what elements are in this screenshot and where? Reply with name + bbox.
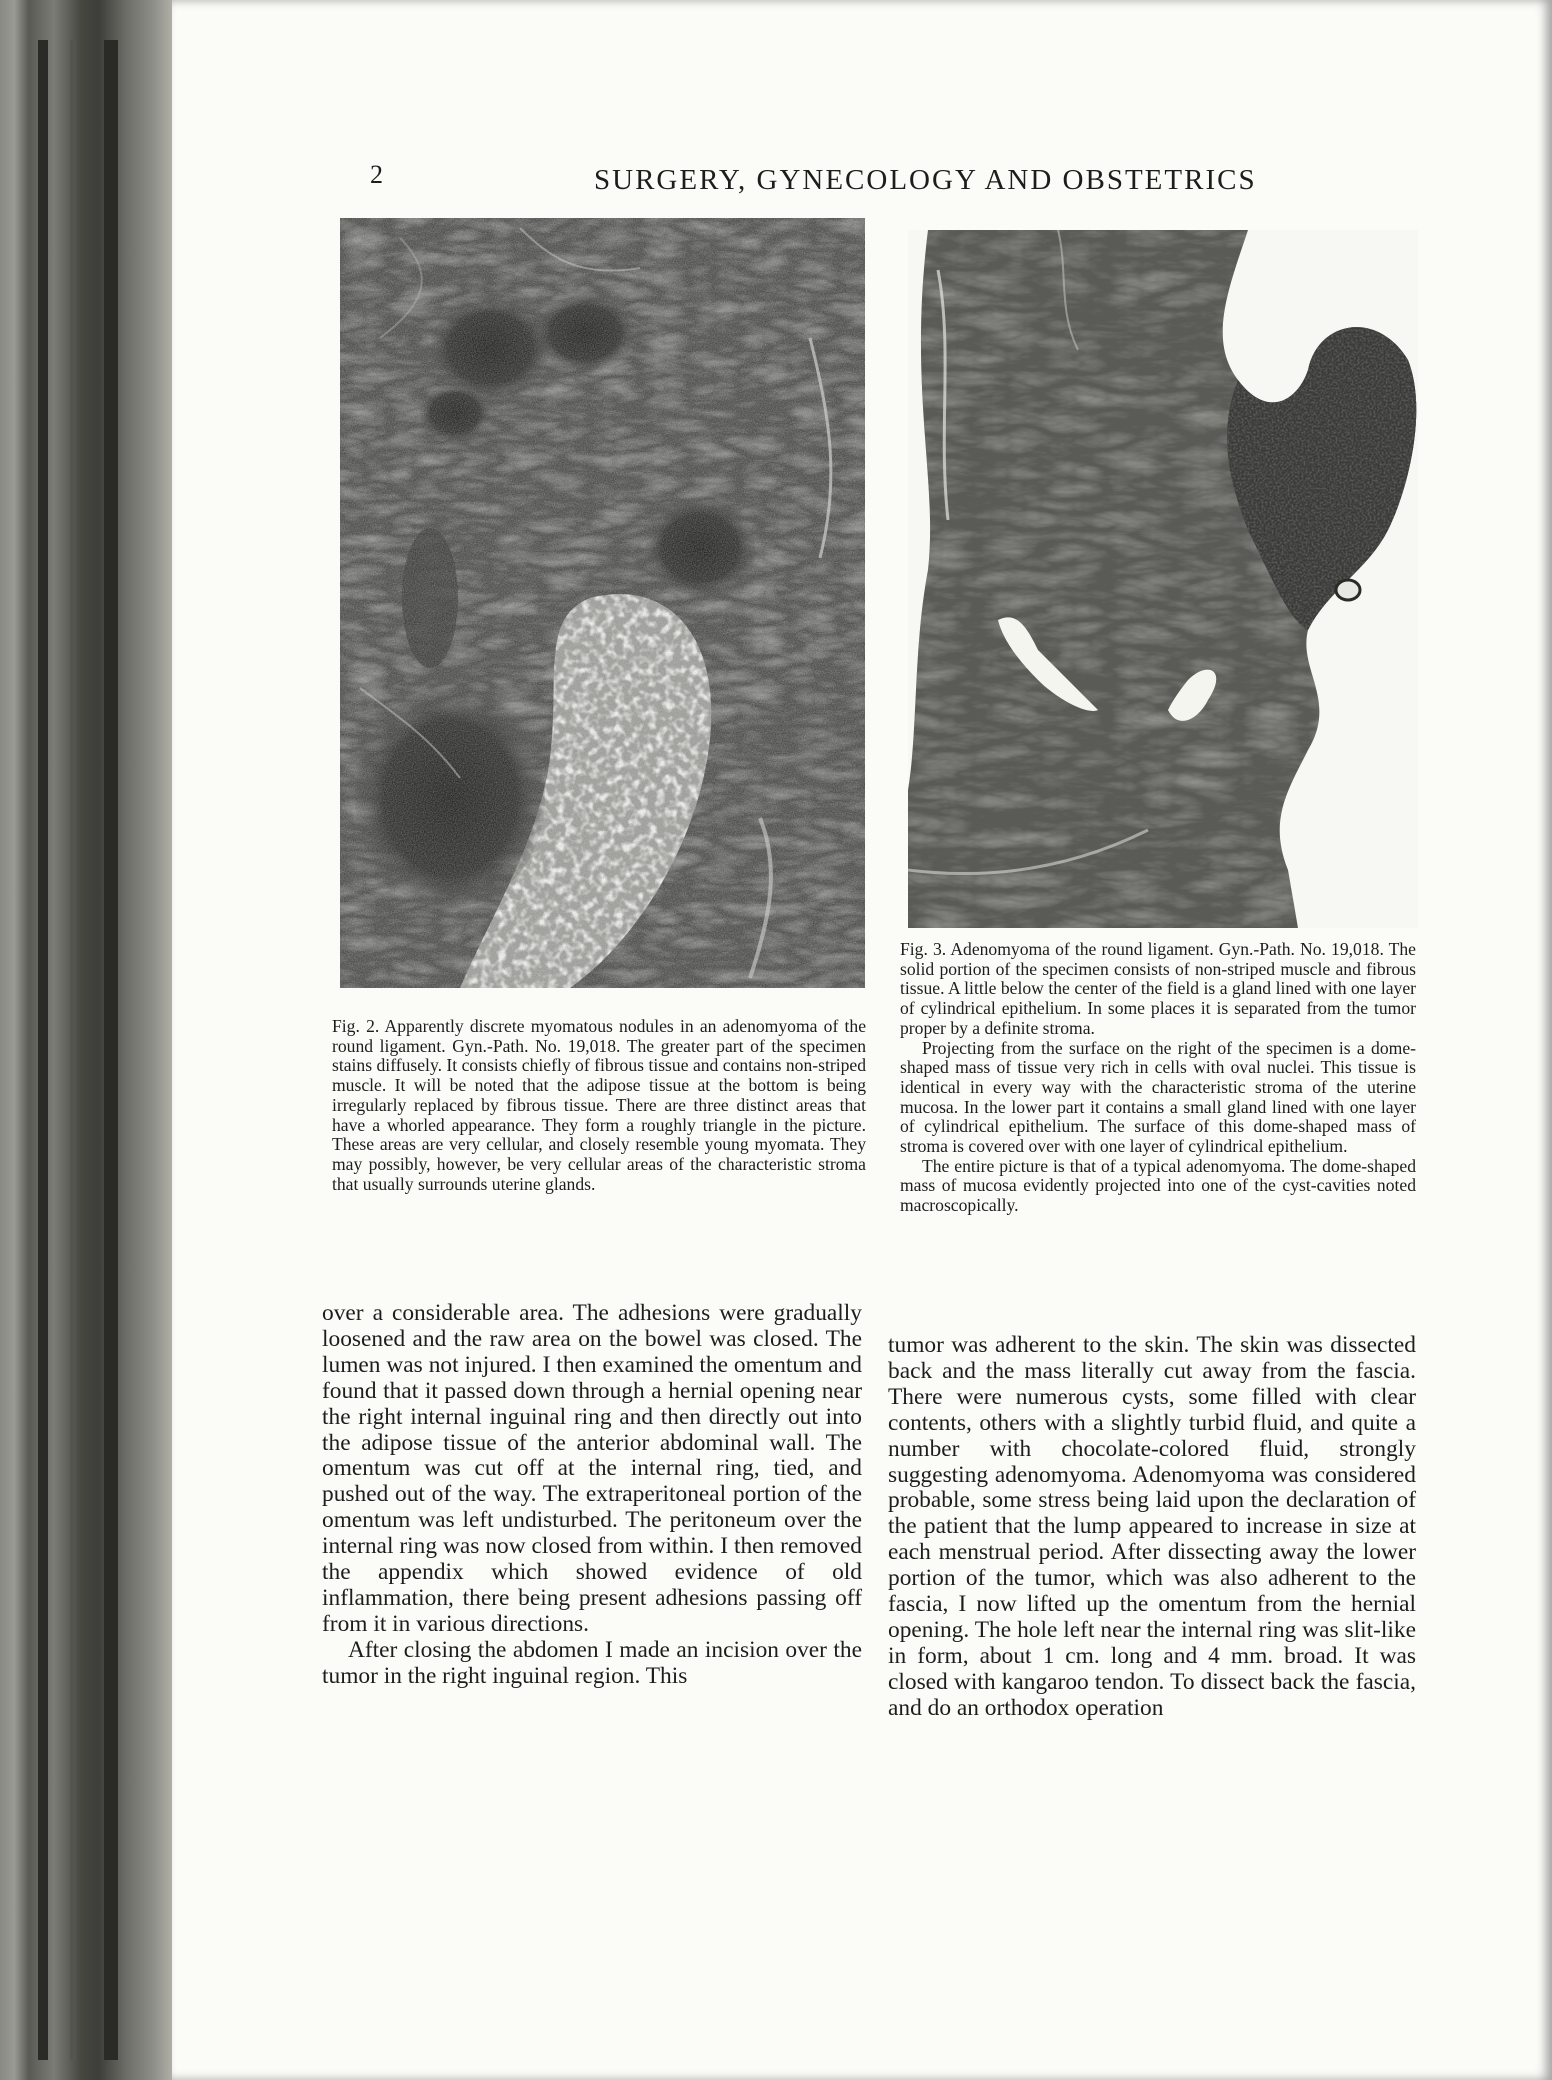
caption-paragraph: Fig. 2. Apparently discrete myomatous nodules in an adenomyoma of the round ligament. Gyn.-Path. No. 19,018. The greater part of the specimen stains diffusely. It consists chiefly of fibrous tissue and contains non-striped muscle. It will be noted that the adipose tissue at the bottom is being irregularly replaced by fibrous tissue. There are three distinct areas that have a whorled appearance. They form a roughly triangle in the picture. These areas are very cellular, and closely resemble young myomata. They may possibly, however, be very cellular areas of the characteristic stroma that usually surrounds uterine glands. [332, 1016, 866, 1194]
caption-paragraph: The entire picture is that of a typical adenomyoma. The dome-shaped mass of mucosa evidently projected into one of the cyst-cavities noted macroscopically. [900, 1155, 1416, 1216]
figure-2-micrograph [340, 218, 865, 988]
caption-paragraph: Fig. 3. Adenomyoma of the round ligament. Gyn.-Path. No. 19,018. The solid portion of the specimen consists of non-striped muscle and fibrous tissue. A little below the center of the field is a gland lined with one layer of cylindrical epithelium. In some places it is separated from the tumor proper by a definite stroma. [900, 939, 1416, 1038]
figure-2-caption [332, 1017, 866, 1194]
page-number: 2 [370, 160, 383, 189]
caption-paragraph: Projecting from the surface on the right of the specimen is a dome-shaped mass of tissue very rich in cells with oval nuclei. This tissue is identical in every way with the characteristic stroma of the uterine mucosa. In the lower part it contains a small gland lined with one layer of cylindrical epithelium. The surface of this dome-shaped mass of stroma is covered over with one layer of cylindrical epithelium. [900, 1037, 1416, 1157]
body-column-left [322, 1301, 862, 1690]
body-paragraph: tumor was adherent to the skin. The skin was dissected back and the mass literally cut away from the fascia. There were numerous cysts, some filled with clear contents, others with a slightly turbid fluid, and quite a number with chocolate-colored fluid, strongly suggesting adenomyoma. Adenomyoma was considered probable, some stress being laid upon the declaration of the patient that the lump appeared to increase in size at each menstrual period. After dissecting away the lower portion of the tumor, which was also adherent to the fascia, I now lifted up the omentum from the hernial opening. The hole left near the internal ring was slit-like in form, about 1 cm. long and 4 mm. broad. It was closed with kangaroo tendon. To dissect back the fascia, and do an orthodox operation [888, 1332, 1416, 1721]
body-paragraph: over a considerable area. The adhesions were gradually loosened and the raw area on the bowel was closed. The lumen was not injured. I then examined the omentum and found that it passed down through a hernial opening near the right internal inguinal ring and then directly out into the adipose tissue of the anterior abdominal wall. The omentum was cut off at the internal ring, tied, and pushed out of the way. The extraperitoneal portion of the omentum was left undisturbed. The peritoneum over the internal ring was now closed from within. I then removed the appendix which showed evidence of old inflammation, there being present adhesions passing off from it in various directions. [322, 1300, 862, 1637]
body-column-right [888, 1333, 1416, 1722]
book-spine-edge [0, 0, 180, 2080]
book-page [172, 0, 1552, 2080]
body-paragraph: After closing the abdomen I made an incision over the tumor in the right inguinal region. This [322, 1636, 862, 1689]
figure-3-micrograph [908, 230, 1418, 928]
figure-3-caption [900, 940, 1416, 1216]
running-head: SURGERY, GYNECOLOGY AND OBSTETRICS [594, 164, 1257, 196]
